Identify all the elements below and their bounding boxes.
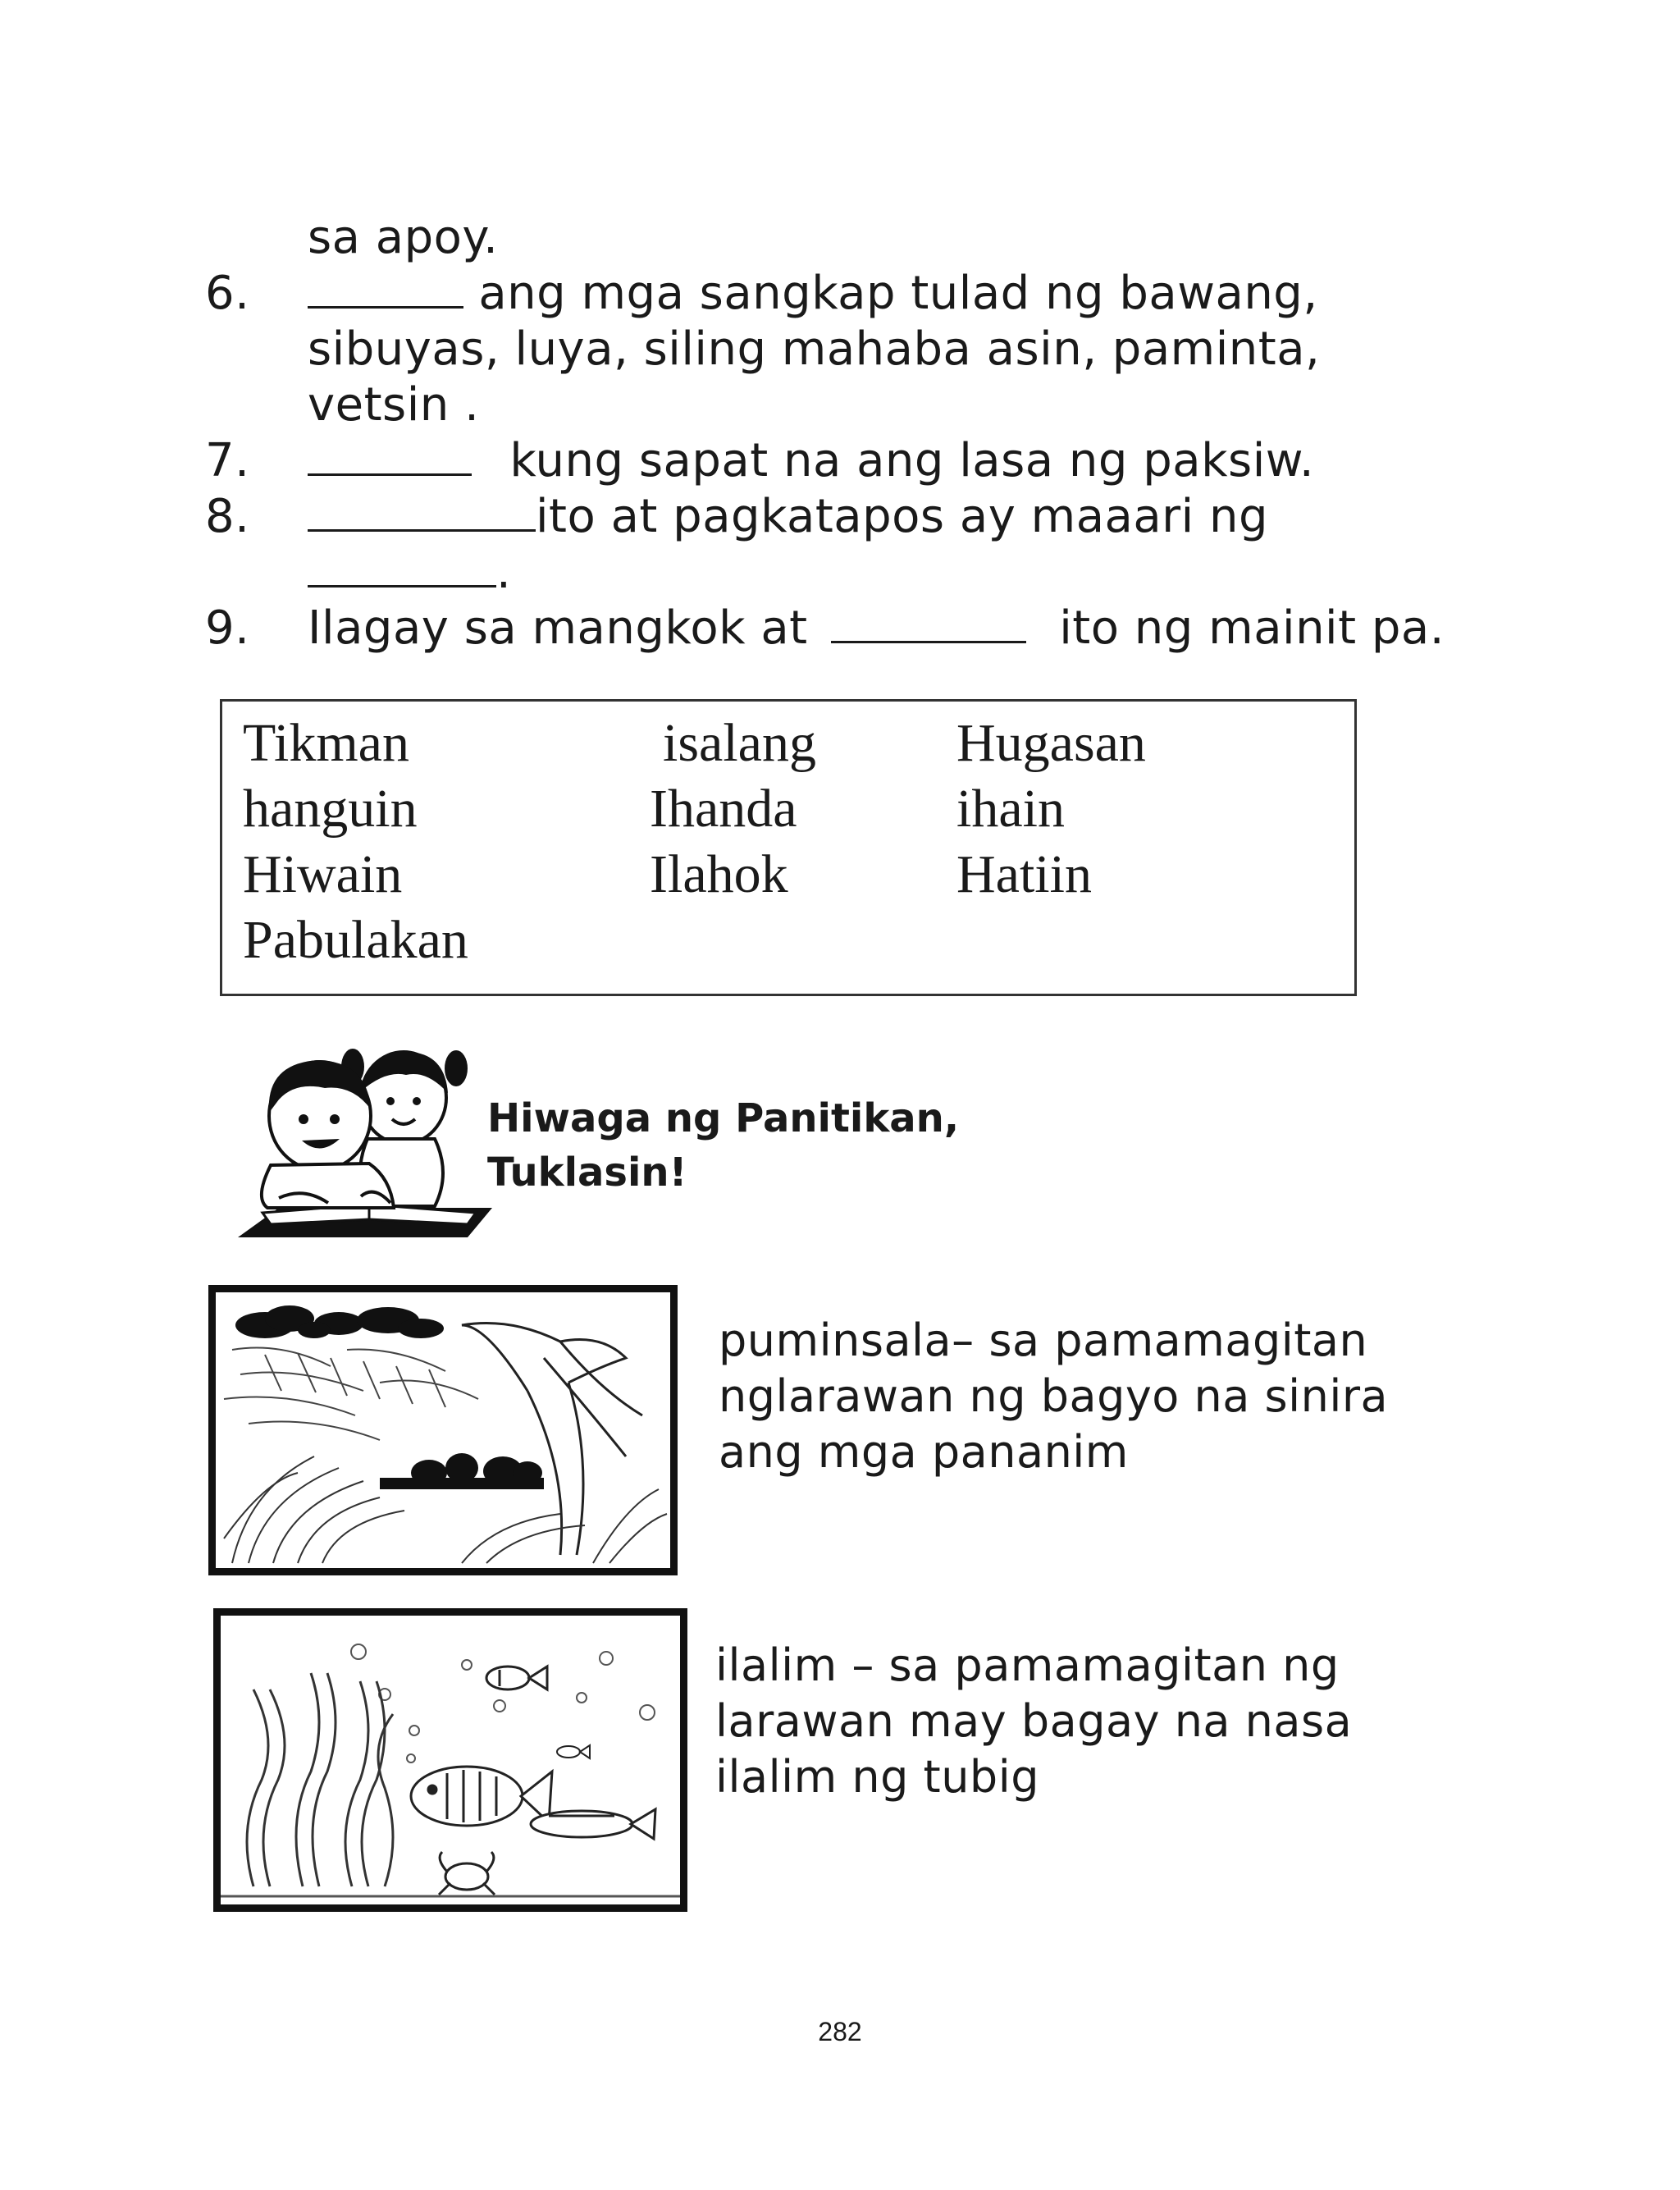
word-bank-item: ihain [956, 779, 1065, 839]
example-2-line2: larawan may bagay na nasa [715, 1695, 1353, 1747]
example-2-line3: ilalim ng tubig [715, 1751, 1039, 1803]
page-number: 282 [818, 2017, 862, 2046]
word-bank-item: Ihanda [650, 779, 797, 839]
answer-blank[interactable] [308, 490, 536, 532]
answer-blank[interactable] [308, 434, 472, 476]
item-9-text1: Ilagay sa mangkok at [308, 601, 808, 655]
storm-image-frame [208, 1285, 678, 1575]
item-6-number: 6. [205, 267, 250, 320]
item-7-text: kung sapat na ang lasa ng paksiw. [509, 434, 1315, 487]
item-6-text3: vetsin . [308, 378, 480, 432]
item-6-text1: ang mga sangkap tulad ng bawang, [478, 267, 1318, 320]
word-bank-item: Hugasan [956, 713, 1146, 773]
underwater-fish-seaweed-icon [221, 1616, 680, 1904]
example-1-line2: nglarawan ng bagyo na sinira [719, 1370, 1389, 1422]
example-1-line3: ang mga pananim [719, 1426, 1129, 1478]
item-8-line [308, 489, 1268, 545]
item-9-line [308, 601, 1445, 656]
item-7-line [308, 433, 1314, 489]
answer-blank[interactable] [308, 546, 496, 588]
item-9-number: 9. [205, 601, 250, 655]
item-7-number: 7. [205, 434, 250, 487]
underwater-image-frame [213, 1608, 687, 1912]
item-8-line2 [308, 545, 511, 601]
item-8-end: . [496, 546, 512, 599]
word-bank-item: Hiwain [243, 844, 403, 904]
item-8-number: 8. [205, 490, 250, 543]
word-bank-item: Ilahok [650, 844, 788, 904]
example-2-line1: ilalim – sa pamamagitan ng [715, 1639, 1340, 1691]
example-1-line1: puminsala– sa pamamagitan [719, 1314, 1368, 1366]
item-8-text: ito at pagkatapos ay maaari ng [536, 490, 1269, 543]
section-title-line1: Hiwaga ng Panitikan, [487, 1095, 960, 1141]
word-bank-item: hanguin [243, 779, 418, 839]
word-bank-item: isalang [663, 713, 816, 773]
word-bank-item: Tikman [243, 713, 409, 773]
word-bank-item: Hatiin [956, 844, 1092, 904]
word-bank-item: Pabulakan [243, 910, 468, 970]
section-title-line2: Tuklasin! [487, 1150, 687, 1196]
item-6-text2: sibuyas, luya, siling mahaba asin, paminta, [308, 322, 1321, 376]
item-9-text2: ito ng mainit pa. [1059, 601, 1445, 655]
children-reading-book-icon [230, 1034, 500, 1255]
list-continuation: sa apoy. [308, 211, 499, 264]
item-6-line1 [308, 266, 1318, 322]
answer-blank[interactable] [831, 601, 1026, 643]
answer-blank[interactable] [308, 267, 463, 309]
storm-damaging-crops-icon [216, 1292, 670, 1568]
